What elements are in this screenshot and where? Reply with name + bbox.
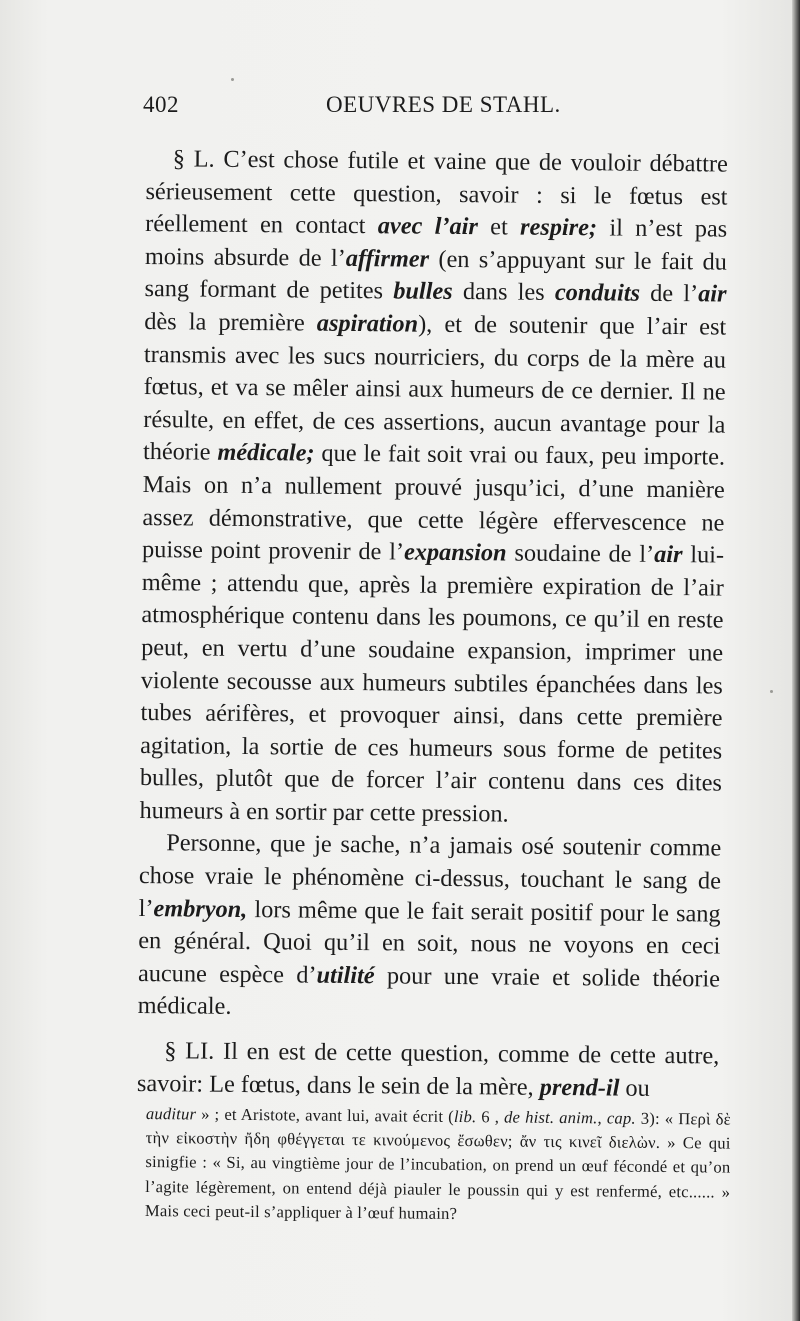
running-title: OEUVRES DE STAHL. bbox=[326, 92, 561, 117]
page-number: 402 bbox=[143, 92, 179, 117]
running-head bbox=[143, 92, 733, 126]
page-edge-shadow bbox=[792, 0, 800, 1321]
footnote: auditur » ; et Aristote, avant lui, avait écrit (lib. 6 , de hist. anim., cap. 3): « Περὶ δὲ τὴν εἰκοστὴν ἤδη φθέγγεται τε κινούμενος ἔσωθεν; ἄν τις κινεῖ διελὼν. » Ce qui sinigfie : « Si, au vingtième jour de l’incubation, on prend un œuf fécondé et qu’on l’agite légèrement, on entend déjà piauler le poussin qui y est renfermé, etc...... » Mais ceci peut-il s’appliquer à l’œuf humain? bbox=[144, 1103, 731, 1223]
body-text bbox=[137, 143, 728, 1106]
paragraph-51: § LI. Il en est de cette question, comme de cette autre, savoir: Le fœtus, dans le sein de la mère, prend-il ou bbox=[136, 1037, 720, 1102]
scan-speck bbox=[770, 690, 773, 693]
paragraph-personne: Personne, que je sache, n’a jamais osé soutenir comme chose vraie le phénomène ci-dessus, touchant le sang de l’embryon, lors même que le fait serait positif pour le sang en général. Quoi qu’il en soit, nous ne voyons en ceci aucune espèce d’utilité pour une vraie et solide théorie médicale. bbox=[137, 829, 722, 1021]
paragraph-50: § L. C’est chose futile et vaine que de vouloir débattre sérieusement cette question, savoir : si le fœtus est réellement en contact avec l’air et respire; il n’est pas moins absurde de l’affirmer (en s’appuyant sur le fait du sang formant de petites bulles dans les conduits de l’air dès la première aspiration), et de soutenir que l’air est transmis avec les sucs nourriciers, du corps de la mère au fœtus, et va se mêler ainsi aux humeurs de ce dernier. Il ne résulte, en effet, de ces assertions, aucun avantage pour la théorie médicale; que le fait soit vrai ou faux, peu importe. Mais on n’a nullement prouvé jusqu’ici, d’une manière assez démonstrative, que cette légère effervescence ne puisse point provenir de l’expansion soudaine de l’air lui-même ; attendu que, après la première expiration de l’air atmosphérique contenu dans les poumons, ce qu’il en reste peut, en vertu d’une soudaine expansion, imprimer une violente secousse aux humeurs subtiles épanchées dans les tubes aérifères, et provoquer ainsi, dans cette première agitation, la sortie de ces humeurs sous forme de petites bulles, plutôt que de forcer l’air contenu dans ces dites humeurs à en sortir par cette pression. bbox=[139, 145, 728, 828]
scan-speck bbox=[231, 78, 234, 81]
